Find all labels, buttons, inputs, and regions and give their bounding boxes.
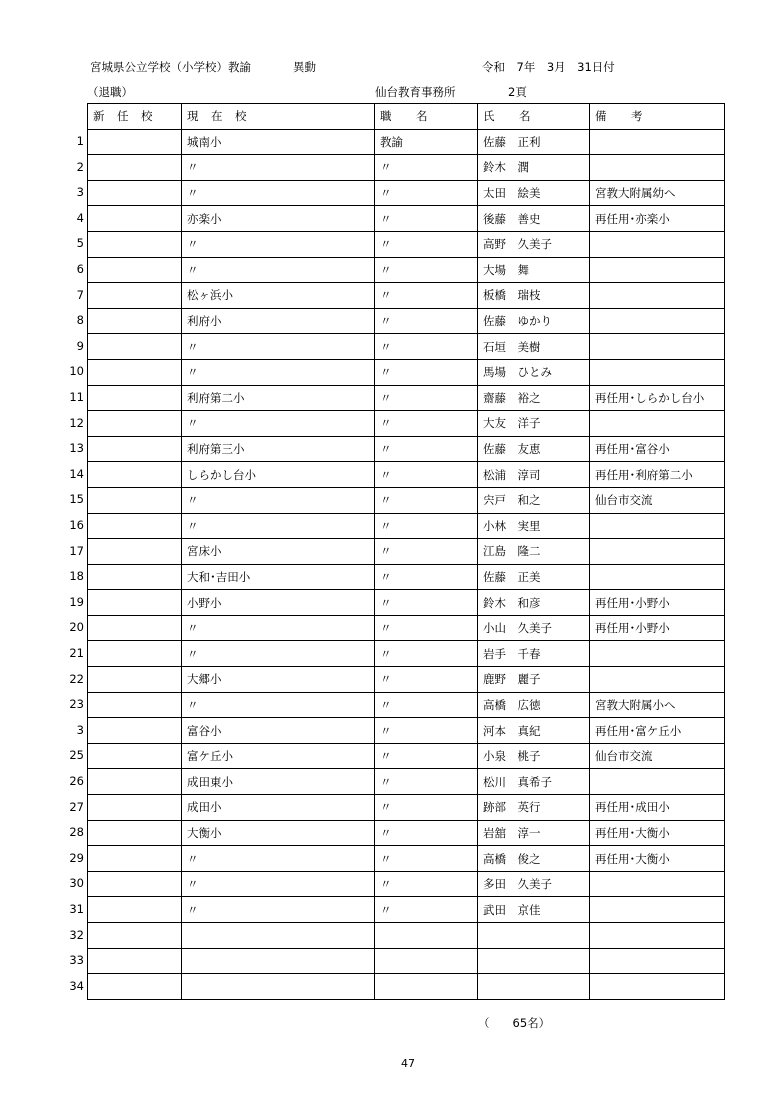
table-row bbox=[88, 897, 725, 923]
current-school-cell: 〃 bbox=[182, 615, 375, 641]
remarks-cell bbox=[590, 564, 725, 590]
name-cell: 佐藤 ゆかり bbox=[478, 308, 590, 334]
name-cell: 石垣 美樹 bbox=[478, 334, 590, 360]
position-cell: 〃 bbox=[375, 231, 478, 257]
row-number: 17 bbox=[69, 543, 84, 558]
total-count: （ 65名） bbox=[478, 1016, 551, 1030]
name-cell: 板橋 瑞枝 bbox=[478, 283, 590, 309]
position-cell: 〃 bbox=[375, 257, 478, 283]
remarks-cell: 再任用･亦楽小 bbox=[590, 206, 725, 232]
position-cell: 〃 bbox=[375, 564, 478, 590]
effective-date: 令和 7年 3月 31日付 bbox=[482, 60, 615, 74]
table-row bbox=[88, 923, 725, 949]
position-cell: 〃 bbox=[375, 615, 478, 641]
row-number: 29 bbox=[69, 850, 84, 865]
row-number: 1 bbox=[76, 134, 84, 148]
table-row bbox=[88, 718, 725, 744]
remarks-cell: 再任用･小野小 bbox=[590, 615, 725, 641]
table-row bbox=[88, 359, 725, 385]
new-school-cell bbox=[88, 231, 182, 257]
row-number: 22 bbox=[69, 671, 84, 686]
position-cell: 〃 bbox=[375, 820, 478, 846]
new-school-cell bbox=[88, 308, 182, 334]
new-school-cell bbox=[88, 359, 182, 385]
remarks-cell: 宮教大附属幼へ bbox=[590, 180, 725, 206]
position-cell: 〃 bbox=[375, 359, 478, 385]
table-row bbox=[88, 667, 725, 693]
remarks-cell: 再任用･富ケ丘小 bbox=[590, 718, 725, 744]
remarks-cell: 再任用･大衡小 bbox=[590, 846, 725, 872]
remarks-cell bbox=[590, 257, 725, 283]
current-school-cell: 〃 bbox=[182, 641, 375, 667]
new-school-cell bbox=[88, 743, 182, 769]
new-school-cell bbox=[88, 615, 182, 641]
name-cell: 小泉 桃子 bbox=[478, 743, 590, 769]
table-row bbox=[88, 308, 725, 334]
column-header-position: 職 名 bbox=[375, 104, 478, 130]
table-row bbox=[88, 769, 725, 795]
name-cell: 佐藤 正利 bbox=[478, 129, 590, 155]
current-school-cell: 〃 bbox=[182, 846, 375, 872]
new-school-cell bbox=[88, 667, 182, 693]
position-cell: 〃 bbox=[375, 308, 478, 334]
table-row bbox=[88, 974, 725, 1000]
position-cell: 〃 bbox=[375, 590, 478, 616]
current-school-cell: 松ヶ浜小 bbox=[182, 283, 375, 309]
table-row bbox=[88, 155, 725, 181]
position-cell: 〃 bbox=[375, 334, 478, 360]
remarks-cell bbox=[590, 334, 725, 360]
name-cell: 鹿野 麗子 bbox=[478, 667, 590, 693]
new-school-cell bbox=[88, 590, 182, 616]
position-cell: 〃 bbox=[375, 871, 478, 897]
position-cell: 〃 bbox=[375, 462, 478, 488]
new-school-cell bbox=[88, 539, 182, 565]
table-row bbox=[88, 692, 725, 718]
column-header-remarks: 備 考 bbox=[590, 104, 725, 130]
row-number: 3 bbox=[76, 185, 84, 200]
new-school-cell bbox=[88, 692, 182, 718]
new-school-cell bbox=[88, 513, 182, 539]
remarks-cell bbox=[590, 155, 725, 181]
table-row bbox=[88, 795, 725, 821]
name-cell: 齋藤 裕之 bbox=[478, 385, 590, 411]
current-school-cell: 〃 bbox=[182, 155, 375, 181]
remarks-cell bbox=[590, 231, 725, 257]
name-cell: 小林 実里 bbox=[478, 513, 590, 539]
name-cell: 江島 隆二 bbox=[478, 539, 590, 565]
current-school-cell: 〃 bbox=[182, 180, 375, 206]
current-school-cell: 成田東小 bbox=[182, 769, 375, 795]
name-cell: 岩手 千春 bbox=[478, 641, 590, 667]
current-school-cell: 〃 bbox=[182, 513, 375, 539]
position-cell: 〃 bbox=[375, 641, 478, 667]
remarks-cell bbox=[590, 283, 725, 309]
remarks-cell: 再任用･富谷小 bbox=[590, 436, 725, 462]
current-school-cell bbox=[182, 923, 375, 949]
remarks-cell bbox=[590, 641, 725, 667]
position-cell: 〃 bbox=[375, 692, 478, 718]
row-number: 20 bbox=[69, 620, 84, 635]
current-school-cell: 城南小 bbox=[182, 129, 375, 155]
position-cell: 〃 bbox=[375, 385, 478, 411]
row-number: 10 bbox=[69, 364, 84, 379]
row-number: 12 bbox=[69, 415, 84, 430]
position-cell: 教諭 bbox=[375, 129, 478, 155]
new-school-cell bbox=[88, 257, 182, 283]
current-school-cell: 〃 bbox=[182, 487, 375, 513]
new-school-cell bbox=[88, 283, 182, 309]
position-cell: 〃 bbox=[375, 846, 478, 872]
remarks-cell: 宮教大附属小へ bbox=[590, 692, 725, 718]
row-number: 14 bbox=[69, 466, 84, 481]
position-cell: 〃 bbox=[375, 743, 478, 769]
name-cell: 岩舘 淳一 bbox=[478, 820, 590, 846]
table-row bbox=[88, 462, 725, 488]
new-school-cell bbox=[88, 462, 182, 488]
remarks-cell bbox=[590, 667, 725, 693]
table-row bbox=[88, 283, 725, 309]
table-row bbox=[88, 948, 725, 974]
change-type: 異動 bbox=[293, 60, 316, 74]
table-row bbox=[88, 129, 725, 155]
remarks-cell bbox=[590, 923, 725, 949]
table-row bbox=[88, 334, 725, 360]
remarks-cell: 仙台市交流 bbox=[590, 743, 725, 769]
remarks-cell bbox=[590, 871, 725, 897]
new-school-cell bbox=[88, 564, 182, 590]
table-row bbox=[88, 820, 725, 846]
table-row bbox=[88, 513, 725, 539]
row-number: 5 bbox=[76, 236, 84, 251]
row-number: 11 bbox=[69, 390, 84, 404]
current-school-cell: 大衡小 bbox=[182, 820, 375, 846]
position-cell: 〃 bbox=[375, 718, 478, 744]
name-cell: 馬場 ひとみ bbox=[478, 359, 590, 385]
row-number: 8 bbox=[76, 313, 84, 328]
row-number: 13 bbox=[69, 441, 84, 456]
row-number: 31 bbox=[69, 902, 84, 916]
remarks-cell bbox=[590, 359, 725, 385]
position-cell: 〃 bbox=[375, 155, 478, 181]
row-number: 27 bbox=[69, 799, 84, 814]
current-school-cell: 〃 bbox=[182, 231, 375, 257]
name-cell: 多田 久美子 bbox=[478, 871, 590, 897]
document-title: 宮城県公立学校（小学校）教諭 bbox=[90, 60, 251, 74]
new-school-cell bbox=[88, 411, 182, 437]
position-cell: 〃 bbox=[375, 436, 478, 462]
current-school-cell: 利府第二小 bbox=[182, 385, 375, 411]
current-school-cell: 成田小 bbox=[182, 795, 375, 821]
row-number: 3 bbox=[76, 722, 84, 737]
remarks-cell: 再任用･小野小 bbox=[590, 590, 725, 616]
table-row bbox=[88, 641, 725, 667]
position-cell bbox=[375, 948, 478, 974]
remarks-cell bbox=[590, 411, 725, 437]
table-row bbox=[88, 257, 725, 283]
row-number: 28 bbox=[69, 825, 84, 840]
name-cell: 佐藤 正美 bbox=[478, 564, 590, 590]
name-cell bbox=[478, 923, 590, 949]
current-school-cell: 大和･吉田小 bbox=[182, 564, 375, 590]
current-school-cell: 亦楽小 bbox=[182, 206, 375, 232]
current-school-cell: 利府小 bbox=[182, 308, 375, 334]
new-school-cell bbox=[88, 436, 182, 462]
name-cell: 鈴木 潤 bbox=[478, 155, 590, 181]
current-school-cell: 〃 bbox=[182, 897, 375, 923]
new-school-cell bbox=[88, 641, 182, 667]
table-row bbox=[88, 487, 725, 513]
row-number: 6 bbox=[76, 262, 84, 276]
new-school-cell bbox=[88, 155, 182, 181]
position-cell: 〃 bbox=[375, 769, 478, 795]
row-number: 18 bbox=[69, 569, 84, 584]
row-number: 2 bbox=[76, 159, 84, 174]
table-row bbox=[88, 385, 725, 411]
current-school-cell: しらかし台小 bbox=[182, 462, 375, 488]
table-row bbox=[88, 539, 725, 565]
new-school-cell bbox=[88, 180, 182, 206]
remarks-cell bbox=[590, 974, 725, 1000]
table-row bbox=[88, 411, 725, 437]
table-row bbox=[88, 564, 725, 590]
name-cell bbox=[478, 948, 590, 974]
row-number: 7 bbox=[76, 287, 84, 302]
new-school-cell bbox=[88, 129, 182, 155]
name-cell: 高橋 俊之 bbox=[478, 846, 590, 872]
table-row bbox=[88, 846, 725, 872]
new-school-cell bbox=[88, 206, 182, 232]
new-school-cell bbox=[88, 948, 182, 974]
name-cell: 松川 真希子 bbox=[478, 769, 590, 795]
position-cell: 〃 bbox=[375, 667, 478, 693]
subcategory-label: （退職） bbox=[87, 85, 133, 99]
name-cell: 宍戸 和之 bbox=[478, 487, 590, 513]
current-school-cell: 〃 bbox=[182, 692, 375, 718]
name-cell: 松浦 淳司 bbox=[478, 462, 590, 488]
row-number: 4 bbox=[76, 210, 84, 225]
remarks-cell: 再任用･しらかし台小 bbox=[590, 385, 725, 411]
name-cell: 小山 久美子 bbox=[478, 615, 590, 641]
column-header-name: 氏 名 bbox=[478, 104, 590, 130]
table-row bbox=[88, 206, 725, 232]
name-cell: 高野 久美子 bbox=[478, 231, 590, 257]
current-school-cell: 大郷小 bbox=[182, 667, 375, 693]
name-cell: 鈴木 和彦 bbox=[478, 590, 590, 616]
new-school-cell bbox=[88, 334, 182, 360]
column-header-current-school: 現 在 校 bbox=[182, 104, 375, 130]
row-number: 34 bbox=[69, 978, 84, 993]
new-school-cell bbox=[88, 871, 182, 897]
new-school-cell bbox=[88, 846, 182, 872]
new-school-cell bbox=[88, 385, 182, 411]
name-cell: 高橋 広徳 bbox=[478, 692, 590, 718]
row-number: 30 bbox=[69, 876, 84, 891]
new-school-cell bbox=[88, 897, 182, 923]
page-label: 2頁 bbox=[508, 85, 527, 99]
position-cell: 〃 bbox=[375, 411, 478, 437]
table-row bbox=[88, 436, 725, 462]
column-header-new-school: 新 任 校 bbox=[88, 104, 182, 130]
name-cell: 跡部 英行 bbox=[478, 795, 590, 821]
table-header-row bbox=[88, 104, 725, 130]
name-cell: 佐藤 友恵 bbox=[478, 436, 590, 462]
position-cell: 〃 bbox=[375, 897, 478, 923]
new-school-cell bbox=[88, 923, 182, 949]
position-cell: 〃 bbox=[375, 487, 478, 513]
table-row bbox=[88, 231, 725, 257]
row-number: 32 bbox=[69, 927, 84, 942]
name-cell: 河本 真紀 bbox=[478, 718, 590, 744]
current-school-cell: 利府第三小 bbox=[182, 436, 375, 462]
remarks-cell: 再任用･成田小 bbox=[590, 795, 725, 821]
current-school-cell: 〃 bbox=[182, 871, 375, 897]
row-number: 9 bbox=[76, 338, 84, 353]
remarks-cell bbox=[590, 897, 725, 923]
remarks-cell bbox=[590, 539, 725, 565]
table-row bbox=[88, 871, 725, 897]
current-school-cell bbox=[182, 974, 375, 1000]
table-row bbox=[88, 180, 725, 206]
row-number: 23 bbox=[69, 697, 84, 712]
remarks-cell bbox=[590, 513, 725, 539]
remarks-cell bbox=[590, 769, 725, 795]
new-school-cell bbox=[88, 487, 182, 513]
current-school-cell: 〃 bbox=[182, 411, 375, 437]
new-school-cell bbox=[88, 769, 182, 795]
remarks-cell bbox=[590, 948, 725, 974]
row-number: 21 bbox=[69, 646, 84, 660]
new-school-cell bbox=[88, 718, 182, 744]
name-cell: 大友 洋子 bbox=[478, 411, 590, 437]
personnel-table bbox=[87, 103, 725, 1000]
remarks-cell: 再任用･利府第二小 bbox=[590, 462, 725, 488]
name-cell: 太田 絵美 bbox=[478, 180, 590, 206]
position-cell: 〃 bbox=[375, 795, 478, 821]
name-cell: 武田 京佳 bbox=[478, 897, 590, 923]
current-school-cell bbox=[182, 948, 375, 974]
current-school-cell: 〃 bbox=[182, 359, 375, 385]
current-school-cell: 宮床小 bbox=[182, 539, 375, 565]
remarks-cell: 再任用･大衡小 bbox=[590, 820, 725, 846]
name-cell bbox=[478, 974, 590, 1000]
position-cell bbox=[375, 923, 478, 949]
row-number: 16 bbox=[69, 518, 84, 532]
row-number: 26 bbox=[69, 774, 84, 788]
new-school-cell bbox=[88, 795, 182, 821]
name-cell: 大場 舞 bbox=[478, 257, 590, 283]
table-row bbox=[88, 590, 725, 616]
row-number: 33 bbox=[69, 953, 84, 968]
row-number: 25 bbox=[69, 748, 84, 763]
position-cell: 〃 bbox=[375, 283, 478, 309]
current-school-cell: 〃 bbox=[182, 334, 375, 360]
remarks-cell bbox=[590, 308, 725, 334]
remarks-cell: 仙台市交流 bbox=[590, 487, 725, 513]
current-school-cell: 小野小 bbox=[182, 590, 375, 616]
position-cell: 〃 bbox=[375, 180, 478, 206]
position-cell bbox=[375, 974, 478, 1000]
new-school-cell bbox=[88, 820, 182, 846]
row-number: 15 bbox=[69, 492, 84, 507]
row-number: 19 bbox=[69, 594, 84, 609]
new-school-cell bbox=[88, 974, 182, 1000]
table-row bbox=[88, 743, 725, 769]
position-cell: 〃 bbox=[375, 206, 478, 232]
position-cell: 〃 bbox=[375, 539, 478, 565]
office-name: 仙台教育事務所 bbox=[375, 85, 456, 99]
current-school-cell: 〃 bbox=[182, 257, 375, 283]
remarks-cell bbox=[590, 129, 725, 155]
position-cell: 〃 bbox=[375, 513, 478, 539]
current-school-cell: 富谷小 bbox=[182, 718, 375, 744]
page-number: 47 bbox=[401, 1057, 415, 1070]
current-school-cell: 富ケ丘小 bbox=[182, 743, 375, 769]
name-cell: 後藤 善史 bbox=[478, 206, 590, 232]
table-row bbox=[88, 615, 725, 641]
